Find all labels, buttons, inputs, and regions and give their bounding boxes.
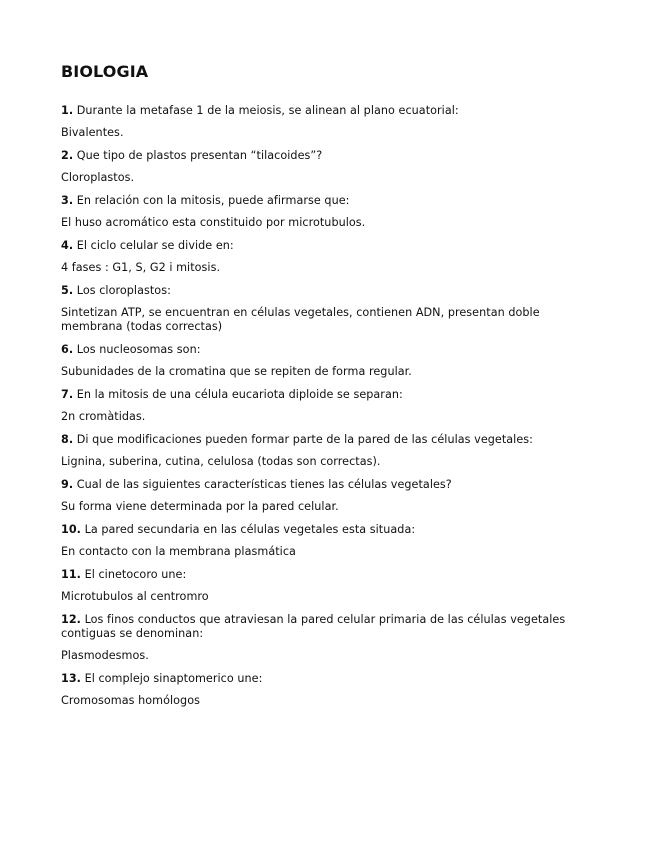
qa-item [61, 523, 601, 559]
question [61, 613, 601, 641]
qa-item [61, 343, 601, 379]
document-title: BIOLOGIA [61, 62, 149, 81]
answer: 2n cromàtidas. [61, 410, 146, 423]
question-number: 4. [61, 239, 74, 252]
qa-item [61, 568, 601, 604]
answer: Sintetizan ATP, se encuentran en células vegetales, contienen ADN, presentan doble membrana (todas correctas) [61, 306, 540, 333]
question-text: Que tipo de plastos presentan “tilacoides”? [76, 149, 323, 162]
question-text: El cinetocoro une: [84, 568, 187, 581]
answer: El huso acromático esta constituido por microtubulos. [61, 216, 366, 229]
question-number: 6. [61, 343, 74, 356]
question-number: 12. [61, 613, 81, 626]
answer: Subunidades de la cromatina que se repiten de forma regular. [61, 365, 412, 378]
qa-item [61, 433, 601, 469]
question [61, 104, 601, 118]
question [61, 388, 601, 402]
question-number: 7. [61, 388, 74, 401]
answer: 4 fases : G1, S, G2 i mitosis. [61, 261, 221, 274]
question-text: Los finos conductos que atraviesan la pared celular primaria de las células vegetales contiguas se denominan: [61, 613, 566, 640]
qa-item [61, 478, 601, 514]
answer: Plasmodesmos. [61, 649, 149, 662]
question [61, 284, 601, 298]
answer: En contacto con la membrana plasmática [61, 545, 296, 558]
question [61, 523, 601, 537]
question-text: Cual de las siguientes características tienes las células vegetales? [76, 478, 452, 491]
qa-item [61, 239, 601, 275]
qa-item [61, 194, 601, 230]
question-number: 5. [61, 284, 74, 297]
qa-item [61, 149, 601, 185]
question [61, 672, 601, 686]
question-text: En relación con la mitosis, puede afirmarse que: [76, 194, 350, 207]
question-number: 8. [61, 433, 74, 446]
question-number: 11. [61, 568, 81, 581]
answer: Bivalentes. [61, 126, 124, 139]
answer: Lignina, suberina, cutina, celulosa (todas son correctas). [61, 455, 381, 468]
question-number: 3. [61, 194, 74, 207]
question [61, 343, 601, 357]
qa-item [61, 613, 601, 663]
question [61, 149, 601, 163]
question [61, 433, 601, 447]
answer: Microtubulos al centromro [61, 590, 209, 603]
answer: Cloroplastos. [61, 171, 135, 184]
question-text: Los nucleosomas son: [76, 343, 201, 356]
qa-item [61, 284, 601, 334]
question-number: 2. [61, 149, 74, 162]
answer: Cromosomas homólogos [61, 694, 200, 707]
qa-item [61, 104, 601, 140]
qa-item [61, 672, 601, 708]
question-text: En la mitosis de una célula eucariota diploide se separan: [76, 388, 403, 401]
question [61, 478, 601, 492]
question-text: El complejo sinaptomerico une: [84, 672, 263, 685]
answer: Su forma viene determinada por la pared celular. [61, 500, 339, 513]
question-text: El ciclo celular se divide en: [76, 239, 234, 252]
question-text: Di que modificaciones pueden formar parte de la pared de las células vegetales: [76, 433, 533, 446]
document-page [61, 62, 601, 717]
question-number: 9. [61, 478, 74, 491]
question-text: Los cloroplastos: [76, 284, 171, 297]
question [61, 568, 601, 582]
question-number: 13. [61, 672, 81, 685]
question-text: Durante la metafase 1 de la meiosis, se alinean al plano ecuatorial: [76, 104, 459, 117]
question-number: 10. [61, 523, 81, 536]
question [61, 239, 601, 253]
question [61, 194, 601, 208]
qa-item [61, 388, 601, 424]
question-number: 1. [61, 104, 74, 117]
question-text: La pared secundaria en las células vegetales esta situada: [84, 523, 416, 536]
